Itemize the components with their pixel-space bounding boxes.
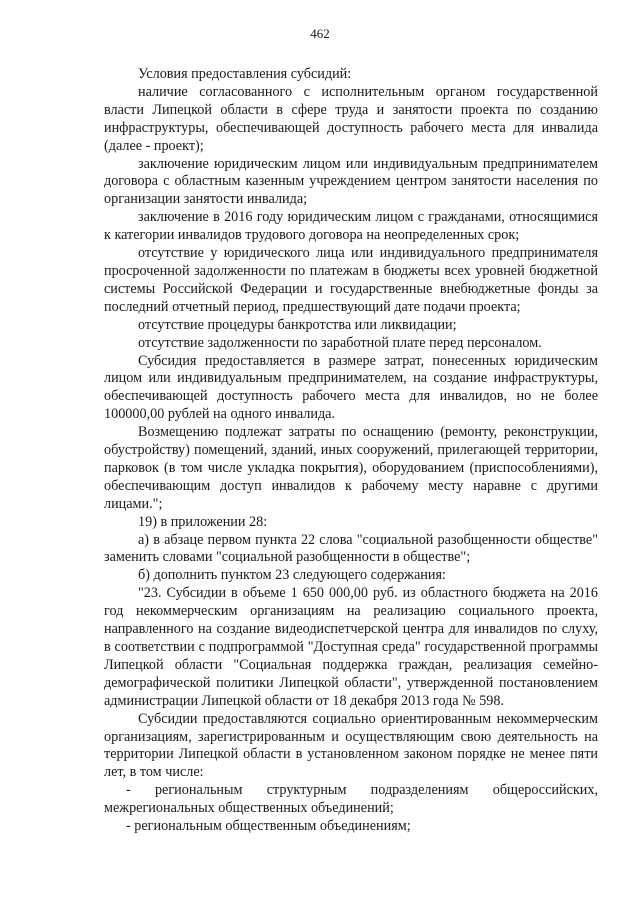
paragraph-condition-no-wage-debt: отсутствие задолженности по заработной плате перед персоналом.: [138, 334, 542, 351]
paragraph-subsidy-amount: Субсидия предоставляется в размере затрат, понесенных юридическим лицом или индивидуальным предпринимателем, на создание инфраструктуры, обеспечивающей доступность рабочего места для инвалидов, но не более 100000,00 рублей на одного инвалида.: [104, 352, 598, 423]
paragraph-item-19: 19) в приложении 28:: [138, 513, 268, 530]
paragraph-condition-project-approval: наличие согласованного с исполнительным органом государственной власти Липецкой области в сфере труда и занятости проекта по созданию инфраструктуры, обеспечивающей доступность рабочего места для инвалида (далее - проект);: [104, 83, 598, 154]
paragraph-subsidy-recipients: Субсидии предоставляются социально ориентированным некоммерческим организациям, зарегистрированным и осуществляющим свою деятельность на территории Липецкой области в установленном законом порядке не менее пяти лет, в том числе:: [104, 710, 598, 781]
document-body: [104, 66, 598, 836]
paragraph-condition-labor-contract: заключение в 2016 году юридическим лицом с гражданами, относящимися к категории инвалидов трудового договора на неопределенных срок;: [104, 209, 598, 244]
paragraph-condition-no-bankruptcy: отсутствие процедуры банкротства или ликвидации;: [138, 316, 457, 333]
paragraph-condition-employment-contract-center: заключение юридическим лицом или индивидуальным предпринимателем договора с областным казенным учреждением центром занятости населения по организации занятости инвалида;: [104, 155, 598, 208]
paragraph-recipient-regional-associations: - региональным общественным объединениям;: [126, 818, 411, 835]
paragraph-recipient-regional-units: - региональным структурным подразделениям общероссийских, межрегиональных общественных объединений;: [104, 782, 598, 817]
paragraph-item-b: б) дополнить пунктом 23 следующего содержания:: [138, 567, 446, 584]
page-number: 462: [310, 26, 330, 41]
paragraph-reimbursable-costs: Возмещению подлежат затраты по оснащению (ремонту, реконструкции, обустройству) помещений, зданий, иных сооружений, прилегающей территории, парковок (в том числе укладка покрытия), оборудованием (приспособлениями), обеспечивающим доступ инвалидов к рабочему месту наравне с другими лицами.";: [104, 424, 598, 512]
paragraph-conditions-heading: Условия предоставления субсидий:: [138, 66, 352, 82]
paragraph-condition-no-debt: отсутствие у юридического лица или индивидуального предпринимателя просроченной задолженности по платежам в бюджеты всех уровней бюджетной системы Российской Федерации и государственные внебюджетные фонды за последний отчетный период, предшествующий дате подачи проекта;: [104, 245, 598, 315]
paragraph-point-23: "23. Субсидии в объеме 1 650 000,00 руб. из областного бюджета на 2016 год некоммерческим организациям на реализацию социального проекта, направленного на создание видеодиспетчерской центра для инвалидов по слуху, в соответствии с подпрограммой "Доступная среда" государственной программы Липецкой области "Социальная поддержка граждан, реализация семейно-демографической политики Липецкой области", утвержденной постановлением администрации Липецкой области от 18 декабря 2013 года № 598.: [104, 585, 598, 709]
paragraph-item-a: а) в абзаце первом пункта 22 слова "социальной разобщенности обществе" заменить словами "социальной разобщенности в обществе";: [104, 531, 598, 566]
